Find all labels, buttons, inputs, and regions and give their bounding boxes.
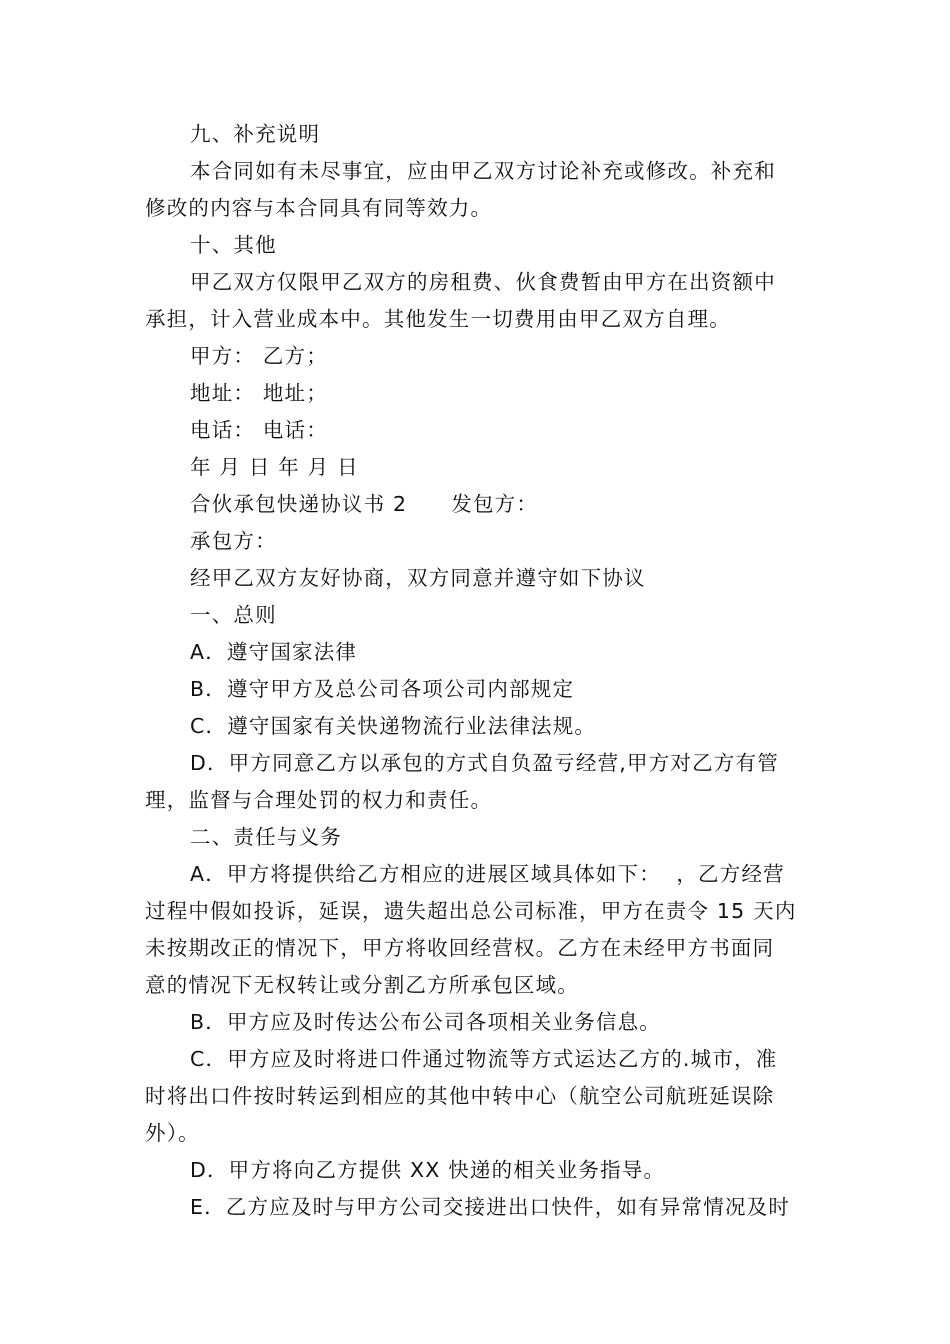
document-title-line [145,486,807,523]
section-heading-general: 一、总则 [190,603,277,627]
paragraph-line: 意的情况下无权转让或分割乙方所承包区域。 [145,973,579,997]
list-item: C．甲方应及时将进口件通过物流等方式运达乙方的.城市，准 [190,1047,778,1071]
signature-address-line: 地址： 地址； [190,381,328,405]
paragraph-line: 未按期改正的情况下，甲方将收回经营权。乙方在未经甲方书面同 [145,936,775,960]
list-item: D．甲方同意乙方以承包的方式自负盈亏经营,甲方对乙方有管 [190,751,779,775]
paragraph-line: 过程中假如投诉，延误，遗失超出总公司标准，甲方在责令 15 天内 [145,899,797,923]
contractor-label: 发包方： [451,492,539,516]
paragraph-line: 理，监督与合理处罚的权力和责任。 [145,788,493,812]
list-item: E．乙方应及时与甲方公司交接进出口快件，如有异常情况及时 [190,1195,791,1219]
list-item: C．遵守国家有关快递物流行业法律法规。 [190,714,597,738]
paragraph-line: 时将出口件按时转运到相应的其他中转中心（航空公司航班延误除 [145,1084,775,1108]
list-item: B．甲方应及时传达公布公司各项相关业务信息。 [190,1010,661,1034]
paragraph-line: 经甲乙双方友好协商，双方同意并遵守如下协议 [190,566,646,590]
paragraph-line: 甲乙双方仅限甲乙双方的房租费、伙食费暂由甲方在出资额中 [190,270,776,294]
list-item: A．甲方将提供给乙方相应的进展区域具体如下： ，乙方经营 [190,862,785,886]
subcontractor-label: 承包方： [190,529,277,553]
signature-party-line: 甲方： 乙方； [190,344,328,368]
list-item: D．甲方将向乙方提供 XX 快递的相关业务指导。 [190,1158,666,1182]
section-heading-other: 十、其他 [190,233,277,257]
signature-date-line: 年 月 日 年 月 日 [190,455,359,479]
list-item: A．遵守国家法律 [190,640,358,664]
list-item: B．遵守甲方及总公司各项公司内部规定 [190,677,575,701]
section-heading-duties: 二、责任与义务 [190,825,342,849]
signature-phone-line: 电话： 电话： [190,418,328,442]
paragraph-line: 本合同如有未尽事宜，应由甲乙双方讨论补充或修改。补充和 [190,159,776,183]
document-body [145,116,807,1226]
paragraph-line: 外）。 [145,1121,200,1145]
paragraph-line: 承担，计入营业成本中。其他发生一切费用由甲乙双方自理。 [145,307,731,331]
document-title: 合伙承包快递协议书 2 [190,492,408,516]
paragraph-line: 修改的内容与本合同具有同等效力。 [145,196,493,220]
section-heading-supplement: 九、补充说明 [190,122,321,146]
